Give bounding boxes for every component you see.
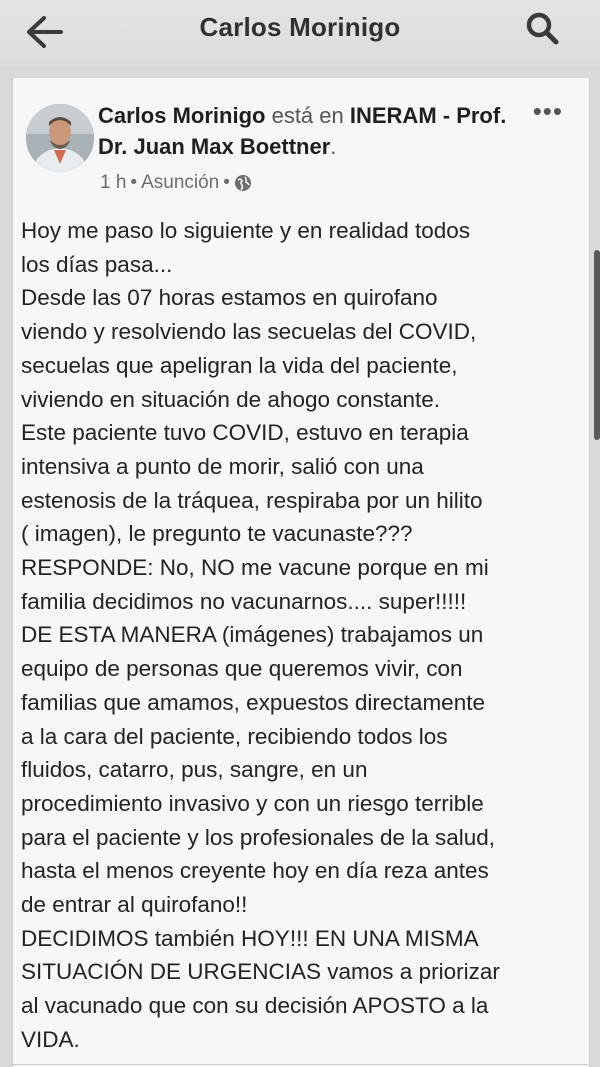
post-text — [21, 214, 581, 1057]
post-text-line: al vacunado que con su decisión APOSTO a la — [21, 993, 489, 1019]
post-location[interactable]: Asunción — [141, 172, 220, 193]
checkin-verb: está en — [271, 103, 344, 128]
page-title: Carlos Morinigo — [199, 12, 401, 42]
separator-dot: • — [130, 172, 138, 193]
post-text-line: familias que amamos, expuestos directamente — [21, 689, 485, 715]
post-meta — [100, 172, 252, 194]
globe-icon — [234, 174, 252, 192]
post-text-line: viendo y resolviendo las secuelas del COVID, — [21, 319, 477, 345]
post-text-line: familia decidimos no vacunarnos.... super!!!!! — [21, 588, 467, 614]
post-text-line: hasta el menos creyente hoy en día reza antes — [21, 858, 489, 884]
post-text-line: ( imagen), le pregunto te vacunaste??? — [21, 521, 413, 547]
post-header — [98, 100, 518, 162]
app-header — [0, 0, 600, 66]
post-text-line: para el paciente y los profesionales de la salud, — [21, 824, 496, 850]
author-name[interactable]: Carlos Morinigo — [98, 103, 266, 128]
post-text-line: Desde las 07 horas estamos en quirofano — [21, 285, 438, 311]
post-text-line: de entrar al quirofano!! — [21, 892, 248, 918]
post-text-line: equipo de personas que queremos vivir, con — [21, 656, 463, 682]
post-text-line: secuelas que apeligran la vida del paciente, — [21, 352, 458, 378]
post-text-line: Hoy me paso lo siguiente y en realidad todos — [21, 218, 471, 243]
post-text-line: DE ESTA MANERA (imágenes) trabajamos un — [21, 622, 484, 648]
post-text-line: VIDA. — [21, 1026, 80, 1052]
post-text-line: viviendo en situación de ahogo constante. — [21, 386, 441, 412]
post-text-line: a la cara del paciente, recibiendo todos los — [21, 723, 448, 749]
post-text-line: fluidos, catarro, pus, sangre, en un — [21, 757, 368, 783]
search-button[interactable] — [522, 8, 562, 48]
more-options-button[interactable]: ••• — [532, 96, 563, 126]
scrollbar[interactable] — [594, 250, 600, 440]
post-text-line: los días pasa... — [21, 251, 173, 277]
post-text-line: procedimiento invasivo y con un riesgo terrible — [21, 790, 484, 816]
post-time[interactable]: 1 h — [100, 172, 127, 193]
place-suffix: . — [330, 134, 337, 159]
checkin-place[interactable]: INERAM - Prof. Dr. Juan Max Boettner — [98, 103, 507, 159]
separator-dot: • — [223, 172, 230, 193]
post-text-line: intensiva a punto de morir, salió con una — [21, 453, 424, 479]
post-text-line: DECIDIMOS también HOY!!! EN UNA MISMA — [21, 925, 479, 951]
profile-photo — [26, 104, 94, 172]
post-text-line: estenosis de la tráquea, respiraba por un hilito — [21, 487, 483, 513]
post-text-line: RESPONDE: No, NO me vacune porque en mi — [21, 555, 489, 581]
post-card — [12, 78, 590, 1067]
search-icon — [524, 10, 560, 46]
post-text-line: SITUACIÓN DE URGENCIAS vamos a priorizar — [21, 959, 500, 985]
divider — [12, 1064, 588, 1065]
post-text-line: Este paciente tuvo COVID, estuvo en terapia — [21, 420, 469, 446]
avatar[interactable] — [26, 104, 94, 172]
